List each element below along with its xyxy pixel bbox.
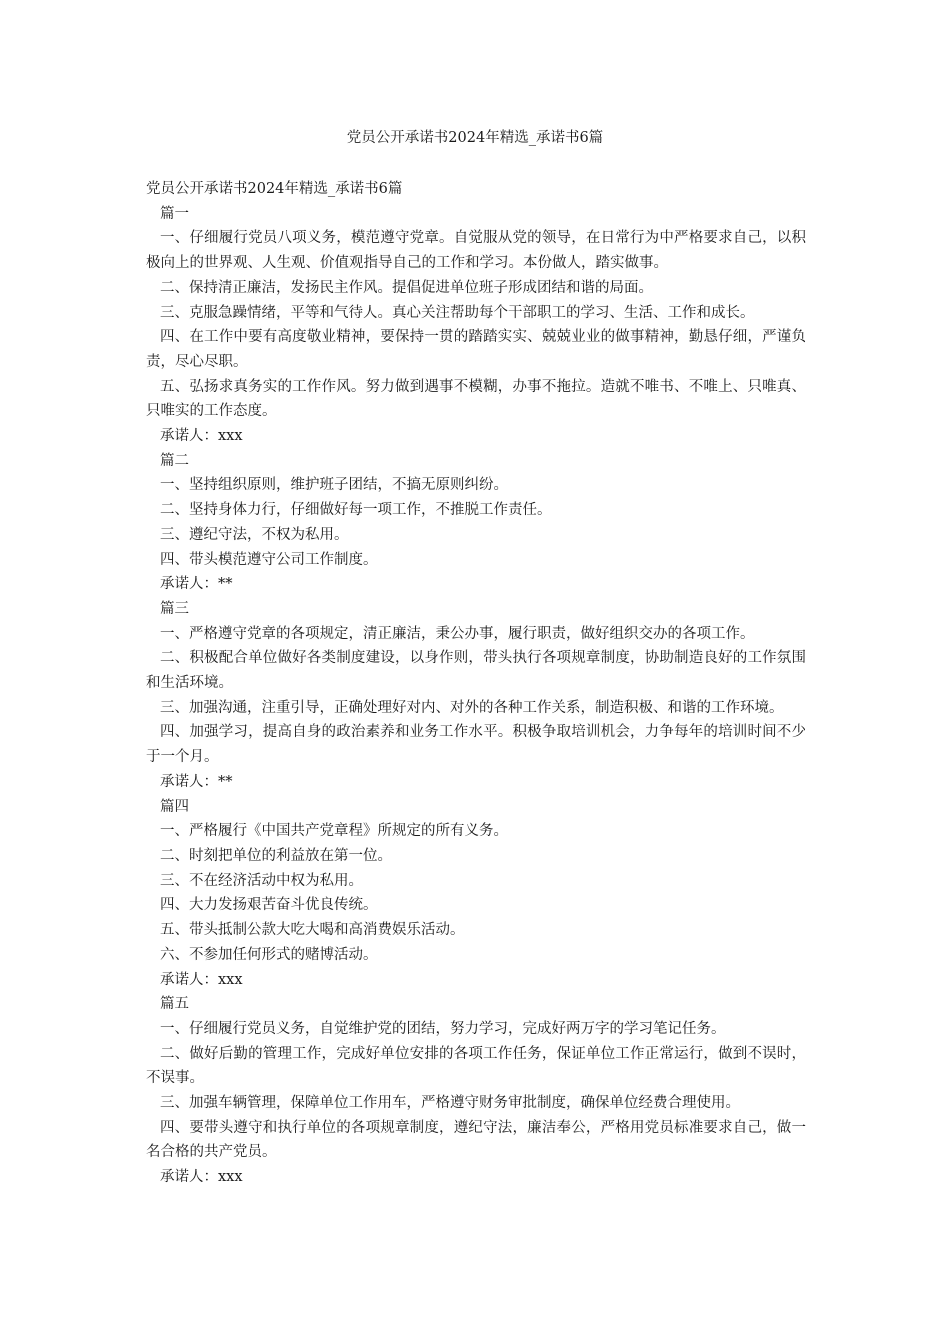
signature-line: 承诺人：** bbox=[160, 576, 233, 593]
paragraph: 三、加强车辆管理，保障单位工作用车，严格遵守财务审批制度，确保单位经费合理使用。 bbox=[160, 1095, 740, 1112]
paragraph: 四、带头模范遵守公司工作制度。 bbox=[160, 551, 378, 568]
document-title: 党员公开承诺书2024年精选_承诺书6篇 bbox=[346, 130, 604, 146]
paragraph: 二、坚持身体力行，仔细做好每一项工作，不推脱工作责任。 bbox=[160, 502, 552, 519]
paragraph: 一、仔细履行党员八项义务，模范遵守党章。自觉服从党的领导，在日常行为中严格要求自己，以积极向上的世界观、人生观、价值观指导自己的工作和学习。本份做人，踏实做事。 bbox=[146, 230, 806, 272]
paragraph: 三、遵纪守法，不权为私用。 bbox=[160, 526, 349, 543]
document-body bbox=[146, 177, 806, 1190]
signature-line: 承诺人：xxx bbox=[160, 428, 243, 445]
section-label: 篇五 bbox=[160, 996, 189, 1013]
paragraph: 三、加强沟通，注重引导，正确处理好对内、对外的各种工作关系，制造积极、和谐的工作环境。 bbox=[160, 699, 784, 716]
paragraph: 四、要带头遵守和执行单位的各项规章制度，遵纪守法，廉洁奉公，严格用党员标准要求自己，做一名合格的共产党员。 bbox=[146, 1119, 806, 1161]
paragraph: 一、严格履行《中国共产党章程》所规定的所有义务。 bbox=[160, 823, 508, 840]
paragraph: 五、弘扬求真务实的工作作风。努力做到遇事不模糊，办事不拖拉。造就不唯书、不唯上、只唯真、只唯实的工作态度。 bbox=[146, 378, 806, 420]
paragraph: 一、仔细履行党员义务，自觉维护党的团结，努力学习，完成好两万字的学习笔记任务。 bbox=[160, 1020, 726, 1037]
section-label: 篇二 bbox=[160, 452, 189, 469]
signature-line: 承诺人：xxx bbox=[160, 1169, 243, 1186]
paragraph: 四、在工作中要有高度敬业精神，要保持一贯的踏踏实实、兢兢业业的做事精神，勤恳仔细，严谨负责，尽心尽职。 bbox=[146, 329, 806, 370]
section-label: 篇三 bbox=[160, 600, 189, 617]
paragraph: 一、坚持组织原则，维护班子团结，不搞无原则纠纷。 bbox=[160, 477, 508, 494]
paragraph: 二、时刻把单位的利益放在第一位。 bbox=[160, 847, 392, 864]
paragraph: 三、克服急躁情绪，平等和气待人。真心关注帮助每个干部职工的学习、生活、工作和成长。 bbox=[160, 304, 755, 321]
signature-line: 承诺人：xxx bbox=[160, 971, 243, 988]
paragraph: 一、严格遵守党章的各项规定，清正廉洁，秉公办事，履行职责，做好组织交办的各项工作。 bbox=[160, 625, 755, 642]
section-label: 篇一 bbox=[160, 205, 189, 222]
document-heading: 党员公开承诺书2024年精选_承诺书6篇 bbox=[146, 181, 403, 197]
paragraph: 四、大力发扬艰苦奋斗优良传统。 bbox=[160, 897, 378, 914]
paragraph: 五、带头抵制公款大吃大喝和高消费娱乐活动。 bbox=[160, 922, 465, 939]
signature-line: 承诺人：** bbox=[160, 773, 233, 790]
section-label: 篇四 bbox=[160, 798, 189, 815]
paragraph: 二、积极配合单位做好各类制度建设，以身作则，带头执行各项规章制度，协助制造良好的工作氛围和生活环境。 bbox=[146, 650, 806, 692]
paragraph: 二、保持清正廉洁，发扬民主作风。提倡促进单位班子形成团结和谐的局面。 bbox=[160, 279, 653, 296]
paragraph: 二、做好后勤的管理工作，完成好单位安排的各项工作任务，保证单位工作正常运行，做到不误时，不误事。 bbox=[146, 1045, 806, 1087]
paragraph: 四、加强学习，提高自身的政治素养和业务工作水平。积极争取培训机会，力争每年的培训时间不少于一个月。 bbox=[146, 724, 806, 766]
paragraph: 三、不在经济活动中权为私用。 bbox=[160, 872, 363, 889]
paragraph: 六、不参加任何形式的赌博活动。 bbox=[160, 946, 378, 963]
